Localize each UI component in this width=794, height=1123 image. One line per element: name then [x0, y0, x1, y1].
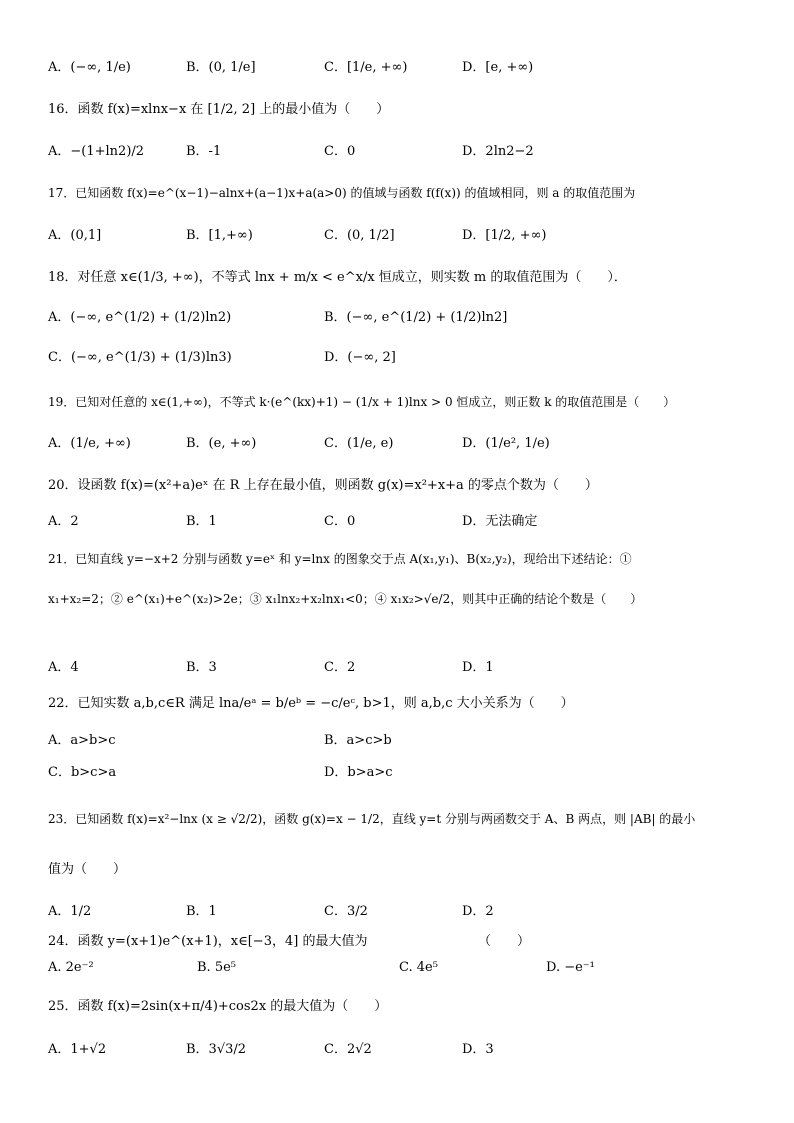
- q16-stem: 16．函数 f(x)=xlnx−x 在 [1/2, 2] 上的最小值为（ ）: [48, 102, 390, 117]
- q16-option-a: A．−(1+ln2)/2: [48, 144, 145, 159]
- q19-option-b: B．(e, +∞): [186, 436, 257, 451]
- q20-stem: 20．设函数 f(x)=(x²+a)eˣ 在 R 上存在最小值，则函数 g(x)=x²+x+a 的零点个数为（ ）: [48, 478, 598, 493]
- q16-option-c: C．0: [324, 144, 356, 159]
- q24-option-a: A. 2e⁻²: [48, 960, 94, 975]
- q24-option-b: B. 5e⁵: [197, 960, 236, 975]
- q18-option-d: D．(−∞, 2]: [324, 350, 396, 365]
- q19-option-d: D．(1/e², 1/e): [462, 436, 550, 451]
- q16-option-b: B．-1: [186, 144, 222, 159]
- q25-option-a: A．1+√2: [48, 1042, 107, 1057]
- q22-stem: 22．已知实数 a,b,c∈R 满足 lna/eᵃ = b/eᵇ = −c/eᶜ, b>1，则 a,b,c 大小关系为（ ）: [48, 696, 574, 711]
- q21-option-b: B．3: [186, 660, 217, 675]
- q23-stem-line2: 值为（ ）: [48, 862, 127, 877]
- q15-option-a: A．(−∞, 1/e): [48, 60, 131, 75]
- q16-option-d: D．2ln2−2: [462, 144, 534, 159]
- q15-option-d: D．[e, +∞): [462, 60, 534, 75]
- q18-stem: 18．对任意 x∈(1/3, +∞)，不等式 lnx + m/x < e^x/x 恒成立，则实数 m 的取值范围为（ ）．: [48, 270, 627, 285]
- q23-option-b: B．1: [186, 904, 217, 919]
- q21-option-c: C．2: [324, 660, 356, 675]
- q21-option-a: A．4: [48, 660, 79, 675]
- q19-option-c: C．(1/e, e): [324, 436, 394, 451]
- q22-option-d: D．b>a>c: [324, 765, 393, 780]
- q20-option-a: A．2: [48, 514, 79, 529]
- q19-stem: 19．已知对任意的 x∈(1,+∞)，不等式 k·(e^(kx)+1) − (1/x + 1)lnx > 0 恒成立，则正数 k 的取值范围是（ ）: [48, 395, 676, 409]
- q21-stem-line2: x₁+x₂=2；② e^(x₁)+e^(x₂)>2e；③ x₁lnx₂+x₂lnx₁<0；④ x₁x₂>√e/2，则其中正确的结论个数是（ ）: [48, 592, 643, 606]
- q18-option-b: B．(−∞, e^(1/2) + (1/2)ln2]: [324, 310, 508, 325]
- q25-option-b: B．3√3/2: [186, 1042, 247, 1057]
- q22-option-b: B．a>c>b: [324, 733, 392, 748]
- q17-option-d: D．[1/2, +∞): [462, 228, 547, 243]
- q25-option-d: D．3: [462, 1042, 494, 1057]
- q23-option-c: C．3/2: [324, 904, 368, 919]
- q20-option-c: C．0: [324, 514, 356, 529]
- q22-option-c: C．b>c>a: [48, 765, 117, 780]
- q20-option-d: D．无法确定: [462, 514, 538, 529]
- q23-stem-line1: 23．已知函数 f(x)=x²−lnx (x ≥ √2/2)，函数 g(x)=x − 1/2，直线 y=t 分别与两函数交于 A、B 两点，则 |AB| 的最小: [48, 812, 696, 826]
- q21-stem-line1: 21．已知直线 y=−x+2 分别与函数 y=eˣ 和 y=lnx 的图象交于点 A(x₁,y₁)、B(x₂,y₂)，现给出下述结论：①: [48, 552, 632, 566]
- q19-option-a: A．(1/e, +∞): [48, 436, 131, 451]
- q15-option-c: C．[1/e, +∞): [324, 60, 408, 75]
- q21-option-d: D．1: [462, 660, 494, 675]
- q17-stem: 17．已知函数 f(x)=e^(x−1)−alnx+(a−1)x+a(a>0) 的值域与函数 f(f(x)) 的值域相同，则 a 的取值范围为: [48, 186, 636, 200]
- q25-stem: 25．函数 f(x)=2sin(x+π/4)+cos2x 的最大值为（ ）: [48, 999, 388, 1014]
- q25-option-c: C．2√2: [324, 1042, 372, 1057]
- q17-option-c: C．(0, 1/2]: [324, 228, 395, 243]
- q23-option-a: A．1/2: [48, 904, 92, 919]
- q24-stem: 24．函数 y=(x+1)e^(x+1)，x∈[−3，4] 的最大值为 （ ）: [48, 934, 530, 949]
- q15-option-b: B．(0, 1/e]: [186, 60, 256, 75]
- q18-option-c: C．(−∞, e^(1/3) + (1/3)ln3): [48, 350, 232, 365]
- q24-option-c: C. 4e⁵: [399, 960, 438, 975]
- q22-option-a: A．a>b>c: [48, 733, 116, 748]
- q18-option-a: A．(−∞, e^(1/2) + (1/2)ln2): [48, 310, 232, 325]
- q20-option-b: B．1: [186, 514, 217, 529]
- q17-option-a: A．(0,1]: [48, 228, 102, 243]
- q23-option-d: D．2: [462, 904, 494, 919]
- q17-option-b: B．[1,+∞): [186, 228, 253, 243]
- q24-option-d: D. −e⁻¹: [546, 960, 595, 975]
